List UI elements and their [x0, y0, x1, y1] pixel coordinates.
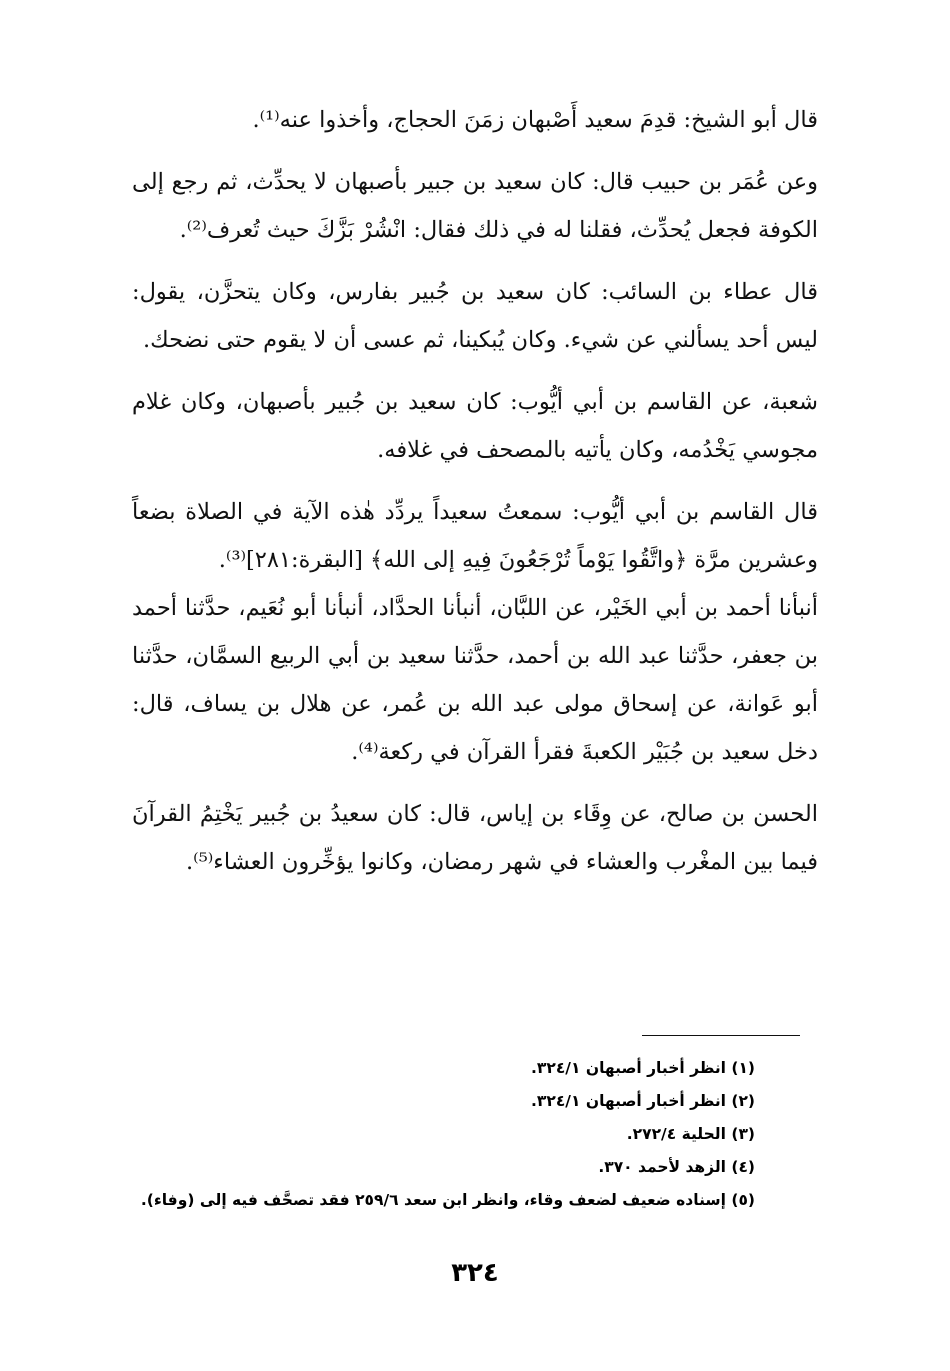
main-text — [132, 96, 818, 886]
footnotes — [115, 1052, 755, 1217]
paragraph-4: شعبة، عن القاسم بن أبي أيُّوب: كان سعيد بن جُبير بأصبهان، وكان غلام مجوسي يَخْدُمه، وكان يأتيه بالمصحف في غلافه. — [132, 389, 818, 463]
paragraph-5: قال القاسم بن أبي أيُّوب: سمعتُ سعيداً يردِّد هٰذه الآية في الصلاة بضعاً وعشرين مرَّة ﴿واتَّقُوا يَوْماً تُرْجَعُونَ فِيهِ إلى الله﴾ [البقرة:٢٨١]⁽³⁾. — [132, 499, 818, 573]
footnote-separator — [642, 1035, 800, 1036]
paragraph-3: قال عطاء بن السائب: كان سعيد بن جُبير بفارس، وكان يتحزَّن، يقول: ليس أحد يسألني عن شيء. وكان يُبكينا، ثم عسى أن لا يقوم حتى نضحك. — [132, 279, 818, 353]
paragraph-2: وعن عُمَر بن حبيب قال: كان سعيد بن جبير بأصبهان لا يحدِّث، ثم رجع إلى الكوفة فجعل يُحدِّث، فقلنا له في ذلك فقال: انْشُرْ بَزَّكَ حيث تُعرف⁽²⁾. — [132, 169, 818, 243]
paragraph-7: الحسن بن صالح، عن وِقَاء بن إياس، قال: كان سعيدُ بن جُبير يَخْتِمُ القرآنَ فيما بين المغْرب والعشاء في شهر رمضان، وكانوا يؤخِّرون العشاء⁽⁵⁾. — [132, 801, 818, 875]
footnote-4: (٤) الزهد لأحمد ٣٧٠. — [598, 1158, 755, 1176]
footnote-3: (٣) الحلية ٢٧٢/٤. — [626, 1125, 755, 1143]
paragraph-6: أنبأنا أحمد بن أبي الخَيْر، عن اللبَّان، أنبأنا الحدَّاد، أنبأنا أبو نُعَيم، حدَّثنا أحمد بن جعفر، حدَّثنا عبد الله بن أحمد، حدَّثنا سعيد بن أبي الربيع السمَّان، حدَّثنا أبو عَوانة، عن إسحاق مولى عبد الله بن عُمر، عن هلال بن يساف، قال: دخل سعيد بن جُبَيْر الكعبةَ فقرأ القرآن في ركعة⁽⁴⁾. — [132, 595, 818, 765]
page-number: ٣٢٤ — [451, 1258, 499, 1288]
paragraph-1: قال أبو الشيخ: قدِمَ سعيد أَصْبهان زمَنَ الحجاج، وأخذوا عنه⁽¹⁾. — [252, 107, 818, 133]
footnote-5: (٥) إسناده ضعيف لضعف وقاء، وانظر ابن سعد ٢٥٩/٦ فقد تصحَّف فيه إلى (وفاء). — [140, 1191, 755, 1209]
footnote-2: (٢) انظر أخبار أصبهان ٣٢٤/١. — [531, 1092, 755, 1110]
footnote-1: (١) انظر أخبار أصبهان ٣٢٤/١. — [531, 1059, 755, 1077]
